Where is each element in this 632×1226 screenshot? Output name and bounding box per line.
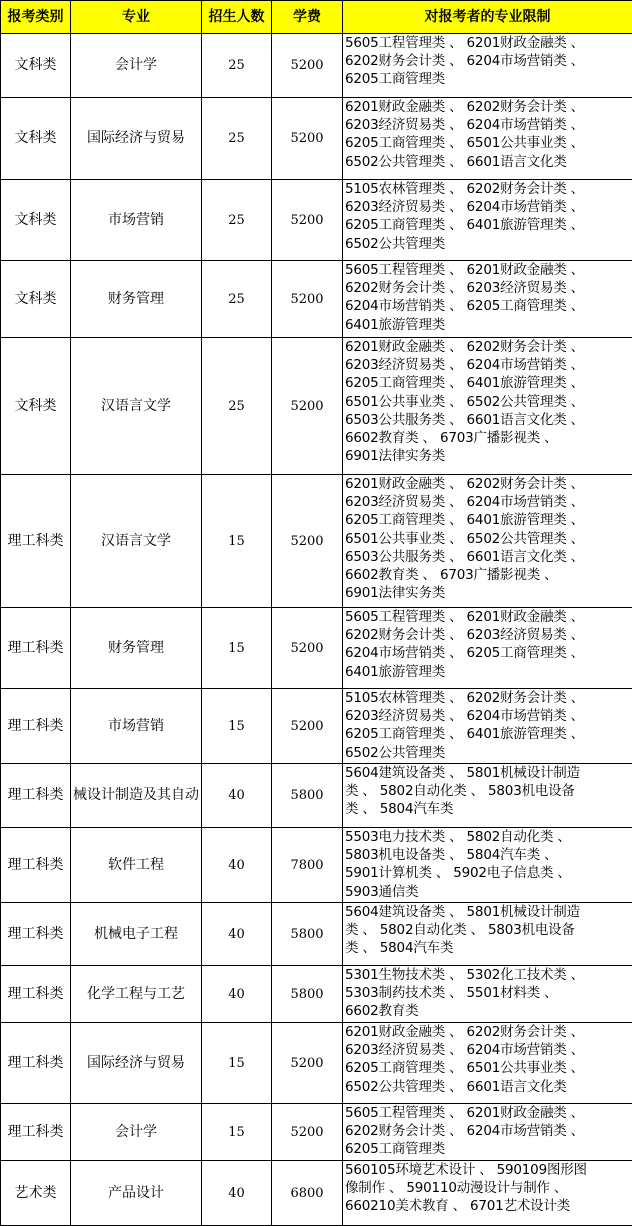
tuition-cell: 5200 xyxy=(272,261,343,338)
enrollment-cell: 15 xyxy=(202,1023,272,1104)
enrollment-cell: 25 xyxy=(202,338,272,475)
enrollment-cell: 40 xyxy=(202,1161,272,1226)
table-row xyxy=(1,1023,632,1104)
tuition-cell: 5200 xyxy=(272,689,343,764)
major-cell: 汉语言文学 xyxy=(71,338,202,475)
category-cell: 文科类 xyxy=(1,338,71,475)
table-row xyxy=(1,689,632,764)
header-category: 报考类别 xyxy=(1,1,71,34)
restriction-line: 类 、 5802自动化类 、 5803机电设备 xyxy=(345,782,632,800)
restriction-line: 6503公共服务类 、 6601语言文化类 、 xyxy=(345,411,632,429)
restriction-line: 6201财政金融类 、 6202财务会计类 、 xyxy=(345,1023,632,1041)
restriction-cell xyxy=(343,98,632,180)
restriction-line: 6203经济贸易类 、 6204市场营销类 、 xyxy=(345,493,632,511)
table-row xyxy=(1,903,632,966)
major-cell: 财务管理 xyxy=(71,608,202,689)
restriction-line: 6205工商管理类 、 6501公共事业类 、 xyxy=(345,1059,632,1077)
restriction-line: 5803机电设备类 、 5804汽车类 、 xyxy=(345,846,632,864)
major-cell: 会计学 xyxy=(71,34,202,98)
restriction-cell xyxy=(343,689,632,764)
table-row xyxy=(1,180,632,261)
tuition-cell: 5200 xyxy=(272,1104,343,1161)
restriction-line: 5605工程管理类 、 6201财政金融类 、 xyxy=(345,1104,632,1122)
restriction-line: 6205工商管理类 、 6401旅游管理类 、 xyxy=(345,725,632,743)
restriction-line: 6501公共事业类 、 6502公共管理类 、 xyxy=(345,393,632,411)
tuition-cell: 5800 xyxy=(272,903,343,966)
table-row xyxy=(1,608,632,689)
table-row xyxy=(1,261,632,338)
restriction-line: 6203经济贸易类 、 6204市场营销类 、 xyxy=(345,356,632,374)
enrollment-cell: 40 xyxy=(202,966,272,1023)
restriction-line: 类 、 5802自动化类 、 5803机电设备 xyxy=(345,921,632,939)
restriction-line: 6205工商管理类 xyxy=(345,1140,632,1158)
restriction-cell xyxy=(343,180,632,261)
major-cell: 汉语言文学 xyxy=(71,475,202,608)
restriction-cell xyxy=(343,764,632,828)
table-row xyxy=(1,98,632,180)
restriction-line: 6401旅游管理类 xyxy=(345,316,632,334)
restriction-line: 6203经济贸易类 、 6204市场营销类 、 xyxy=(345,116,632,134)
table-row xyxy=(1,338,632,475)
table-row xyxy=(1,966,632,1023)
tuition-cell: 5800 xyxy=(272,966,343,1023)
header-major: 专业 xyxy=(71,1,202,34)
restriction-cell xyxy=(343,903,632,966)
restriction-cell xyxy=(343,34,632,98)
category-cell: 艺术类 xyxy=(1,1161,71,1226)
restriction-line: 6502公共管理类 xyxy=(345,235,632,253)
table-row xyxy=(1,764,632,828)
enrollment-cell: 15 xyxy=(202,1104,272,1161)
category-cell: 理工科类 xyxy=(1,1104,71,1161)
table-row xyxy=(1,34,632,98)
restriction-line: 6602教育类 xyxy=(345,1002,632,1020)
category-cell: 理工科类 xyxy=(1,966,71,1023)
restriction-cell xyxy=(343,966,632,1023)
enrollment-cell: 25 xyxy=(202,34,272,98)
restriction-line: 6203经济贸易类 、 6204市场营销类 、 xyxy=(345,198,632,216)
restriction-line: 类 、 5804汽车类 xyxy=(345,939,632,957)
restriction-line: 5604建筑设备类 、 5801机械设计制造 xyxy=(345,903,632,921)
tuition-cell: 6800 xyxy=(272,1161,343,1226)
restriction-line: 5901计算机类 、 5902电子信息类 、 xyxy=(345,864,632,882)
restriction-line: 6203经济贸易类 、 6204市场营销类 、 xyxy=(345,1041,632,1059)
major-cell: 市场营销 xyxy=(71,180,202,261)
restriction-line: 5903通信类 xyxy=(345,883,632,901)
enrollment-cell: 15 xyxy=(202,475,272,608)
major-cell: 机械电子工程 xyxy=(71,903,202,966)
category-cell: 理工科类 xyxy=(1,1023,71,1104)
category-cell: 文科类 xyxy=(1,180,71,261)
enrollment-cell: 25 xyxy=(202,180,272,261)
category-cell: 理工科类 xyxy=(1,689,71,764)
tuition-cell: 5200 xyxy=(272,34,343,98)
restriction-line: 6602教育类 、 6703广播影视类 、 xyxy=(345,429,632,447)
tuition-cell: 5200 xyxy=(272,1023,343,1104)
tuition-cell: 5200 xyxy=(272,98,343,180)
restriction-line: 6205工商管理类 、 6401旅游管理类 、 xyxy=(345,374,632,392)
restriction-line: 5605工程管理类 、 6201财政金融类 、 xyxy=(345,608,632,626)
restriction-line: 6205工商管理类 、 6401旅游管理类 、 xyxy=(345,511,632,529)
category-cell: 理工科类 xyxy=(1,475,71,608)
restriction-line: 像制作 、 590110动漫设计与制作 、 xyxy=(345,1179,632,1197)
restriction-line: 6502公共管理类 、 6601语言文化类 xyxy=(345,153,632,171)
major-cell: 财务管理 xyxy=(71,261,202,338)
major-cell: 会计学 xyxy=(71,1104,202,1161)
restriction-cell xyxy=(343,475,632,608)
restriction-line: 6501公共事业类 、 6502公共管理类 、 xyxy=(345,530,632,548)
header-row xyxy=(1,1,632,34)
restriction-line: 5301生物技术类 、 5302化工技术类 、 xyxy=(345,966,632,984)
category-cell: 文科类 xyxy=(1,34,71,98)
category-cell: 文科类 xyxy=(1,98,71,180)
restriction-line: 6205工商管理类 xyxy=(345,70,632,88)
category-cell: 理工科类 xyxy=(1,828,71,903)
enrollment-cell: 25 xyxy=(202,98,272,180)
restriction-line: 6202财务会计类 、 6204市场营销类 、 xyxy=(345,52,632,70)
major-cell: 国际经济与贸易 xyxy=(71,1023,202,1104)
table-row xyxy=(1,828,632,903)
restriction-line: 6204市场营销类 、 6205工商管理类 、 xyxy=(345,297,632,315)
restriction-cell xyxy=(343,338,632,475)
tuition-cell: 5200 xyxy=(272,180,343,261)
restriction-line: 6901法律实务类 xyxy=(345,447,632,465)
table-body xyxy=(1,34,632,1226)
restriction-line: 6202财务会计类 、 6204市场营销类 、 xyxy=(345,1122,632,1140)
restriction-cell xyxy=(343,1104,632,1161)
restriction-line: 6401旅游管理类 xyxy=(345,663,632,681)
category-cell: 理工科类 xyxy=(1,608,71,689)
restriction-line: 6201财政金融类 、 6202财务会计类 、 xyxy=(345,98,632,116)
major-cell: 化学工程与工艺 xyxy=(71,966,202,1023)
restriction-cell xyxy=(343,261,632,338)
header-restrictions: 对报考者的专业限制 xyxy=(343,1,632,34)
enrollment-cell: 40 xyxy=(202,828,272,903)
major-cell: 国际经济与贸易 xyxy=(71,98,202,180)
table-row xyxy=(1,1161,632,1226)
restriction-line: 6205工商管理类 、 6401旅游管理类 、 xyxy=(345,216,632,234)
tuition-cell: 5200 xyxy=(272,338,343,475)
enrollment-cell: 40 xyxy=(202,764,272,828)
restriction-line: 6502公共管理类 、 6601语言文化类 xyxy=(345,1078,632,1096)
enrollment-cell: 15 xyxy=(202,689,272,764)
header-tuition: 学费 xyxy=(272,1,343,34)
major-cell: 产品设计 xyxy=(71,1161,202,1226)
restriction-line: 6203经济贸易类 、 6204市场营销类 、 xyxy=(345,707,632,725)
restriction-cell xyxy=(343,828,632,903)
restriction-line: 5105农林管理类 、 6202财务会计类 、 xyxy=(345,180,632,198)
major-cell: 械设计制造及其自动 xyxy=(71,764,202,828)
major-cell: 软件工程 xyxy=(71,828,202,903)
category-cell: 理工科类 xyxy=(1,764,71,828)
table-row xyxy=(1,1104,632,1161)
restriction-line: 6202财务会计类 、 6203经济贸易类 、 xyxy=(345,626,632,644)
tuition-cell: 5200 xyxy=(272,475,343,608)
category-cell: 理工科类 xyxy=(1,903,71,966)
restriction-line: 6201财政金融类 、 6202财务会计类 、 xyxy=(345,338,632,356)
major-cell: 市场营销 xyxy=(71,689,202,764)
table-row xyxy=(1,475,632,608)
restriction-cell xyxy=(343,1023,632,1104)
tuition-cell: 5200 xyxy=(272,608,343,689)
header-enrollment: 招生人数 xyxy=(202,1,272,34)
restriction-line: 6502公共管理类 xyxy=(345,744,632,762)
restriction-line: 5503电力技术类 、 5802自动化类 、 xyxy=(345,828,632,846)
restriction-line: 6602教育类 、 6703广播影视类 、 xyxy=(345,566,632,584)
tuition-cell: 7800 xyxy=(272,828,343,903)
restriction-line: 5604建筑设备类 、 5801机械设计制造 xyxy=(345,764,632,782)
enrollment-cell: 15 xyxy=(202,608,272,689)
category-cell: 文科类 xyxy=(1,261,71,338)
enrollment-cell: 25 xyxy=(202,261,272,338)
restriction-line: 560105环境艺术设计 、 590109图形图 xyxy=(345,1161,632,1179)
restriction-line: 6201财政金融类 、 6202财务会计类 、 xyxy=(345,475,632,493)
restriction-line: 5303制药技术类 、 5501材料类 、 xyxy=(345,984,632,1002)
tuition-cell: 5800 xyxy=(272,764,343,828)
restriction-line: 5105农林管理类 、 6202财务会计类 、 xyxy=(345,689,632,707)
restriction-line: 5605工程管理类 、 6201财政金融类 、 xyxy=(345,261,632,279)
restriction-line: 6205工商管理类 、 6501公共事业类 、 xyxy=(345,134,632,152)
restriction-line: 660210美术教育 、 6701艺术设计类 xyxy=(345,1197,632,1215)
restriction-line: 类 、 5804汽车类 xyxy=(345,800,632,818)
restriction-line: 6204市场营销类 、 6205工商管理类 、 xyxy=(345,644,632,662)
restriction-cell xyxy=(343,608,632,689)
restriction-cell xyxy=(343,1161,632,1226)
enrollment-cell: 40 xyxy=(202,903,272,966)
restriction-line: 5605工程管理类 、 6201财政金融类 、 xyxy=(345,34,632,52)
restriction-line: 6901法律实务类 xyxy=(345,584,632,602)
restriction-line: 6202财务会计类 、 6203经济贸易类 、 xyxy=(345,279,632,297)
restriction-line: 6503公共服务类 、 6601语言文化类 、 xyxy=(345,548,632,566)
